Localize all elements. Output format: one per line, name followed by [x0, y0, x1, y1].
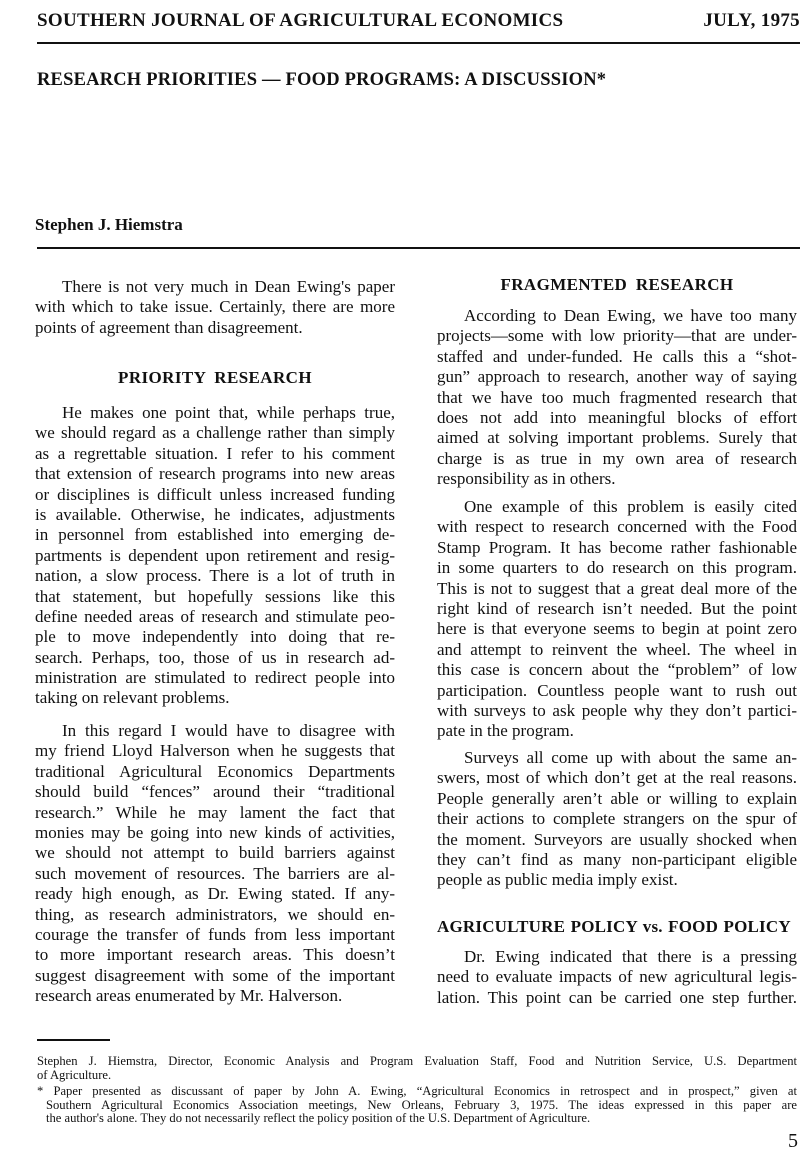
issue-date: JULY, 1975 — [703, 10, 800, 31]
text-line — [35, 864, 395, 884]
paragraph — [35, 721, 395, 1006]
text-line-content: pate in the program. — [437, 721, 574, 741]
text-line — [35, 823, 395, 843]
text-line-content: lation. This point can be carried one step further. — [437, 987, 797, 1007]
text-line — [437, 660, 797, 680]
text-line-content: ministration are stimulated to redirect people into — [35, 668, 395, 688]
text-line — [437, 579, 797, 599]
text-line-content: responsibility as in others. — [437, 469, 616, 489]
text-line — [37, 1055, 797, 1069]
text-line — [437, 830, 797, 850]
text-line-content: Southern Agricultural Economics Association meetings, New Orleans, February 3, 1975. The ideas expressed in this paper are — [46, 1097, 797, 1112]
text-line — [437, 640, 797, 660]
page-number: 5 — [788, 1130, 798, 1152]
text-line-content: This is not to suggest that a great deal more of the — [437, 578, 797, 598]
text-line — [35, 277, 395, 297]
text-line — [437, 326, 797, 346]
text-line — [35, 648, 395, 668]
text-line-content: * Paper presented as discussant of paper by John A. Ewing, “Agricultural Economics in retrospect and in prospect,” given at — [37, 1084, 797, 1098]
text-line-content: this case is concern about the “problem” of low — [437, 660, 797, 680]
text-line — [35, 741, 395, 761]
text-line-content: we should regard as a challenge rather than simply — [35, 423, 395, 443]
text-line-content: Dr. Ewing indicated that there is a pressing — [464, 947, 797, 966]
text-line-content: monies may be going into new kinds of activities, — [35, 822, 395, 842]
text-line — [35, 803, 395, 823]
text-line-content: such movement of resources. The barriers are al- — [35, 863, 395, 883]
header-rule — [37, 42, 800, 44]
text-line — [35, 966, 395, 986]
paragraph — [35, 403, 395, 709]
paragraph — [437, 748, 797, 891]
text-line-content: with surveys to ask people why they don’t partici- — [437, 700, 797, 720]
text-line — [35, 403, 395, 423]
text-line-content: Stamp Program. It has become rather fashionable — [437, 537, 797, 557]
text-line — [437, 599, 797, 619]
text-line-content: Surveys all come up with about the same an- — [464, 748, 797, 767]
text-line — [437, 497, 797, 517]
text-line-content: need to evaluate impacts of new agricultural legis- — [437, 967, 797, 987]
text-line — [437, 748, 797, 768]
text-line — [437, 408, 797, 428]
text-line-content: According to Dean Ewing, we have too many — [464, 306, 797, 325]
text-line — [437, 870, 797, 890]
text-line — [437, 721, 797, 741]
text-line-content: in personnel from established into emerging de- — [35, 525, 395, 545]
paragraph — [35, 277, 395, 338]
text-line-content: points of agreement than disagreement. — [35, 317, 303, 337]
text-line-content: nation, a slow process. There is a lot of truth in — [35, 566, 395, 586]
text-line-content: of Agriculture. — [37, 1067, 112, 1082]
text-line — [437, 809, 797, 829]
text-line — [35, 905, 395, 925]
text-line-content: right kind of research isn’t needed. But the point — [437, 598, 797, 618]
text-line — [437, 967, 797, 987]
text-line-content: In this regard I would have to disagree with — [62, 721, 395, 740]
text-line-content: with which to take issue. Certainly, there are more — [35, 297, 395, 317]
text-line-content: ple to move independently into doing that re- — [35, 627, 395, 647]
text-line-content: ready high enough, as Dr. Ewing stated. If any- — [35, 884, 395, 904]
text-line — [437, 850, 797, 870]
text-line-content: People generally aren’t able or willing to explain — [437, 788, 797, 808]
paragraph — [437, 497, 797, 742]
text-line-content: thing, as research administrators, we should en- — [35, 904, 395, 924]
text-line-content: should build “fences” around their “traditional — [35, 782, 395, 802]
text-line-content: that statement, but hopefully sessions like this — [35, 586, 395, 606]
text-line — [35, 884, 395, 904]
text-line — [437, 947, 797, 967]
text-line-content: my friend Lloyd Halverson when he suggests that — [35, 741, 395, 761]
journal-name: SOUTHERN JOURNAL OF AGRICULTURAL ECONOMICS — [37, 10, 564, 31]
text-line-content: people as public media imply exist. — [437, 870, 678, 890]
text-line-content: research.” While he may lament the fact that — [35, 802, 395, 822]
text-line-content: participation. Countless people want to rush out — [437, 680, 797, 700]
text-line-content: gun” approach to research, another way of saying — [437, 367, 797, 387]
article-title: RESEARCH PRIORITIES — FOOD PROGRAMS: A DISCUSSION* — [37, 70, 607, 90]
text-line-content: partments is dependent upon retirement and resig- — [35, 545, 395, 565]
text-line-content: suggest disagreement with some of the important — [35, 965, 395, 985]
text-line-content: There is not very much in Dean Ewing's paper — [62, 277, 395, 296]
text-line — [35, 423, 395, 443]
text-line — [437, 428, 797, 448]
text-line-content: swers, most of which don’t get at the real reasons. — [437, 768, 797, 788]
text-line-content: traditional Agricultural Economics Departments — [35, 761, 395, 781]
footnote-rule — [37, 1039, 110, 1041]
text-line — [437, 538, 797, 558]
text-line-content: here is that everyone seems to begin at point zero — [437, 619, 797, 639]
text-line — [437, 701, 797, 721]
text-line-content: charge is as true in my own area of research — [437, 448, 797, 468]
text-line-content: aimed at solving important problems. Surely that — [437, 428, 797, 448]
text-line-content: research areas enumerated by Mr. Halverson. — [35, 986, 343, 1006]
text-line — [35, 464, 395, 484]
paragraph — [437, 947, 797, 1008]
text-line-content: in some quarters to do research on this program. — [437, 558, 797, 578]
text-line — [35, 587, 395, 607]
text-line — [35, 721, 395, 741]
author-rule — [37, 247, 800, 249]
text-line — [35, 843, 395, 863]
text-line — [35, 627, 395, 647]
text-line-content: that extension of research programs into new areas — [35, 464, 395, 484]
text-line-content: we should not attempt to build barriers against — [35, 843, 395, 863]
text-line — [437, 388, 797, 408]
text-line — [37, 1112, 797, 1126]
text-line — [37, 1069, 797, 1083]
text-line-content: as a regrettable situation. I refer to his comment — [35, 443, 395, 463]
text-line — [437, 449, 797, 469]
text-line — [35, 607, 395, 627]
text-line — [35, 444, 395, 464]
text-line-content: does not add into meaningful blocks of effort — [437, 407, 797, 427]
text-line — [437, 367, 797, 387]
footnote-author — [37, 1055, 797, 1082]
text-line — [35, 485, 395, 505]
text-line — [37, 1085, 797, 1099]
text-line — [437, 558, 797, 578]
paragraph — [437, 306, 797, 490]
text-line — [35, 668, 395, 688]
text-line-content: to more important research areas. This doesn’t — [35, 945, 395, 965]
text-line-content: the moment. Surveyors are usually shocked when — [437, 829, 797, 849]
text-line-content: search. Perhaps, too, those of us in research ad- — [35, 647, 395, 667]
text-line — [437, 306, 797, 326]
text-line-content: projects—some with low priority—that are under- — [437, 326, 797, 346]
text-line-content: He makes one point that, while perhaps true, — [62, 403, 395, 422]
text-line — [35, 945, 395, 965]
text-line-content: their actions to complete strangers on the spur of — [437, 809, 797, 829]
text-line — [35, 505, 395, 525]
footnote-asterisk — [37, 1085, 797, 1126]
text-line-content: with respect to research concerned with the Food — [437, 517, 797, 537]
text-line-content: Stephen J. Hiemstra, Director, Economic Analysis and Program Evaluation Staff, Food and Nutrition Service, U.S. Department — [37, 1054, 797, 1068]
text-line — [37, 1099, 797, 1113]
text-line — [35, 566, 395, 586]
text-line — [437, 619, 797, 639]
text-line — [437, 768, 797, 788]
text-line — [35, 297, 395, 317]
section-heading: AGRICULTURE POLICY vs. FOOD POLICY — [437, 917, 791, 936]
section-heading: PRIORITY RESEARCH — [118, 368, 312, 387]
text-line — [437, 469, 797, 489]
text-line-content: and attempt to reinvent the wheel. The wheel in — [437, 639, 797, 659]
text-line-content: courage the transfer of funds from less important — [35, 924, 395, 944]
text-line — [35, 986, 395, 1006]
text-line — [35, 688, 395, 708]
text-line — [437, 988, 797, 1008]
text-line-content: the author's alone. They do not necessarily reflect the policy position of the U.S. Department of Agriculture. — [46, 1111, 591, 1125]
text-line-content: define needed areas of research and stimulate peo- — [35, 606, 395, 626]
text-line-content: that we have too much fragmented research that — [437, 387, 797, 407]
text-line — [437, 681, 797, 701]
section-heading: FRAGMENTED RESEARCH — [500, 275, 734, 294]
text-line-content: One example of this problem is easily cited — [464, 497, 797, 516]
text-line — [437, 789, 797, 809]
text-line — [437, 347, 797, 367]
text-line-content: staffed and under-funded. He calls this a “shot- — [437, 346, 797, 366]
text-line-content: they can’t find as many non-participant eligible — [437, 849, 797, 869]
text-line — [35, 782, 395, 802]
text-line — [437, 517, 797, 537]
author-name: Stephen J. Hiemstra — [35, 215, 183, 234]
text-line — [35, 925, 395, 945]
text-line-content: is available. Otherwise, he indicates, adjustments — [35, 504, 395, 524]
running-head — [37, 10, 800, 36]
text-line — [35, 762, 395, 782]
text-line — [35, 546, 395, 566]
text-line-content: taking on relevant problems. — [35, 688, 230, 708]
text-line-content: or disciplines is difficult unless increased funding — [35, 484, 395, 504]
text-line — [35, 318, 395, 338]
text-line — [35, 525, 395, 545]
